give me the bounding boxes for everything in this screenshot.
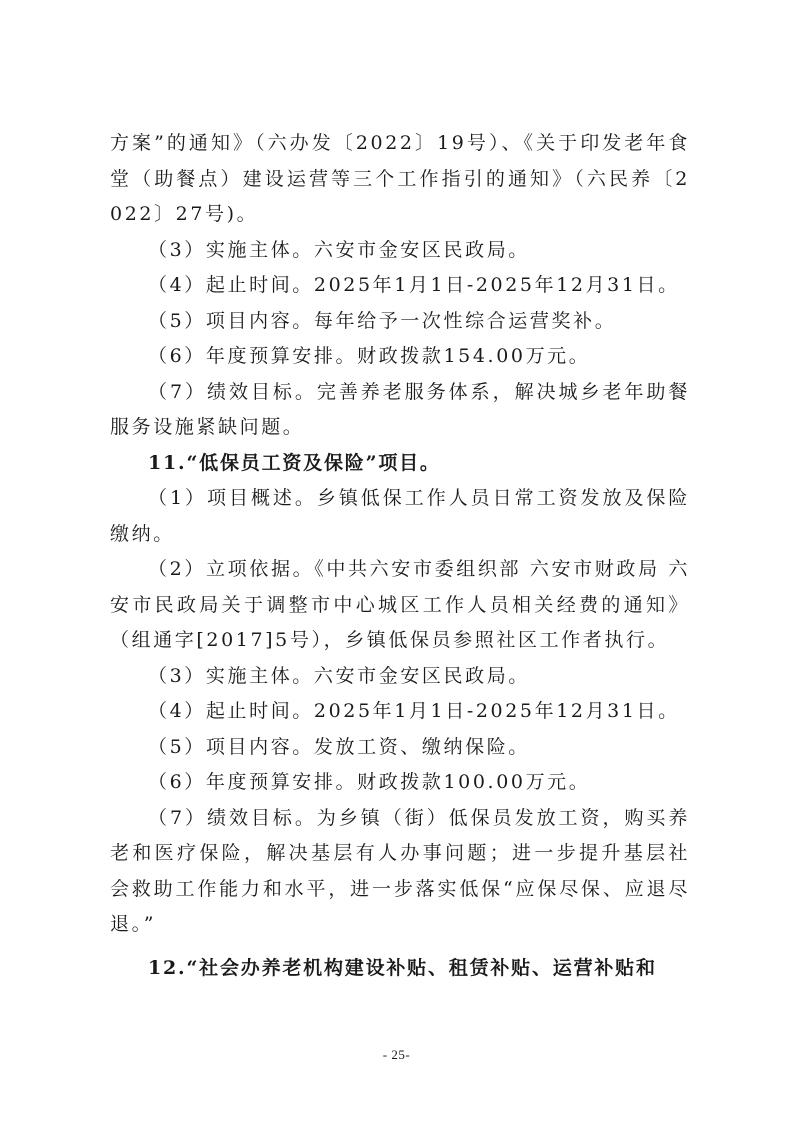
paragraph-budget: （6）年度预算安排。财政拨款154.00万元。 [148,345,591,367]
paragraph-overview: （1）项目概述。乡镇低保工作人员日常工资发放及保险缴纳。 [110,487,690,545]
page-number: - 25- [382,1047,411,1062]
document-body [110,126,690,986]
paragraph-performance-goal: （7）绩效目标。为乡镇（街）低保员发放工资，购买养老和医疗保险，解决基层有人办事问题；进一步提升基层社会救助工作能力和水平，进一步落实低保“应保尽保、应退尽退。” [110,806,690,935]
section-heading-11: 11.“低保员工资及保险”项目。 [148,451,441,474]
paragraph-budget: （6）年度预算安排。财政拨款100.00万元。 [148,771,591,793]
paragraph-continuation: 方案”的通知》（六办发〔2022〕19号）、《关于印发老年食堂（助餐点）建设运营等三个工作指引的通知》（六民养〔2022〕27号)。 [110,132,690,225]
section-heading-12: 12.“社会办养老机构建设补贴、租赁补贴、运营补贴和 [148,956,657,979]
paragraph-basis: （2）立项依据。《中共六安市委组织部 六安市财政局 六安市民政局关于调整市中心城区工作人员相关经费的通知》（组通字[2017]5号），乡镇低保员参照社区工作者执行。 [110,558,690,651]
paragraph-period: （4）起止时间。2025年1月1日-2025年12月31日。 [148,274,680,296]
paragraph-implementing-body: （3）实施主体。六安市金安区民政局。 [148,664,530,687]
paragraph-performance-goal: （7）绩效目标。完善养老服务体系，解决城乡老年助餐服务设施紧缺问题。 [110,380,690,438]
paragraph-project-content: （5）项目内容。每年给予一次性综合运营奖补。 [148,309,617,332]
paragraph-implementing-body: （3）实施主体。六安市金安区民政局。 [148,238,530,261]
paragraph-period: （4）起止时间。2025年1月1日-2025年12月31日。 [148,700,680,722]
paragraph-project-content: （5）项目内容。发放工资、缴纳保险。 [148,735,530,758]
